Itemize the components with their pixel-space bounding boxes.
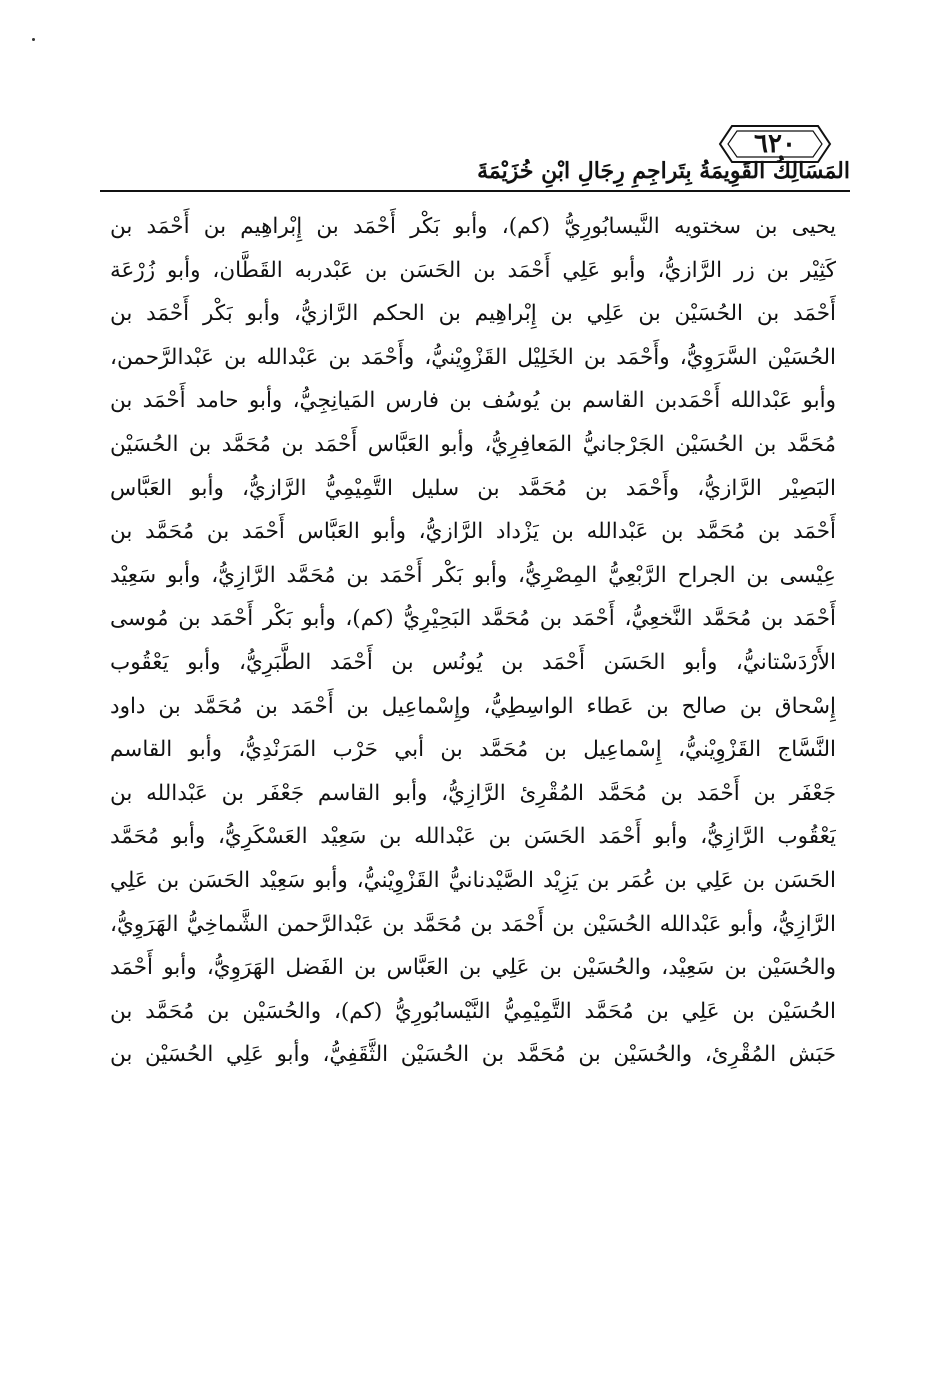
page-number: ٦٢٠ xyxy=(754,129,796,159)
main-text xyxy=(110,205,836,1285)
text-line: وأبو عَبْدالله أَحْمَدبن القاسم بن يُوسُف بن فارس المَيانِجِيُّ، وأبو حامد أَحْمَد بن xyxy=(110,388,836,414)
text-line: الرَّازِيُّ، وأبو عَبْدالله الحُسَيْن بن أَحْمَد بن مُحَمَّد بن عَبْدالرَّحمن الشَّماخِيُّ الهَرَوِيُّ، xyxy=(110,911,836,937)
text-line: عِيْسى بن الجراح الرَّبْعِيُّ المِصْرِيُّ، وأبو بَكْر أَحْمَد بن مُحَمَّد الرَّازِيُّ، وأبو سَعِيْد xyxy=(110,562,836,588)
text-line: الحَسَن بن عَلِي بن عُمَر بن يَزِيْد الصَّيْدنانيُّ القَزْوِيْنيُّ، وأبو سَعِيْد الحَسَن بن عَلِي xyxy=(110,867,836,893)
text-line: مُحَمَّد بن الحُسَيْن الجَرْجانيُّ المَعافِرِيُّ، وأبو العَبَّاس أَحْمَد بن مُحَمَّد بن الحُسَيْن xyxy=(110,431,836,457)
text-line: أَحْمَد بن مُحَمَّد بن عَبْدالله بن يَزْداد الرَّازيُّ، وأبو العَبَّاس أَحْمَد بن مُحَمَّد بن xyxy=(110,519,836,545)
text-line: جَعْفَر بن أَحْمَد بن مُحَمَّد المُقْرِئ الرَّازِيُّ، وأبو القاسم جَعْفَر بن عَبْدالله بن xyxy=(110,780,836,806)
text-line: أَحْمَد بن مُحَمَّد النَّخعِيُّ، أَحْمَد بن مُحَمَّد البَحِيْرِيُّ (كم)، وأبو بَكْر أَحْمَد بن مُوسى xyxy=(110,606,836,632)
scan-speck xyxy=(32,38,35,41)
text-line: النَّسَّاج القَزْوِيْنيُّ، إِسْماعِيل بن مُحَمَّد بن أبي حَرْب المَرَنْدِيُّ، وأبو القاسم xyxy=(110,737,836,763)
text-line: الحُسَيْن بن عَلِي بن مُحَمَّد التَّمِيْمِيُّ النَّيْسابُورِيُّ (كم)، والحُسَيْن بن مُحَمَّد بن xyxy=(110,998,836,1024)
text-line: الحُسَيْن السَّرَوِيُّ، وأَحْمَد بن الخَلِيْل القَزْوِيْنيُّ، وأَحْمَد بن عَبْدالله بن عَبْدالرَّحمن، xyxy=(110,344,836,370)
page-header xyxy=(100,122,850,192)
text-line: أَحْمَد بن الحُسَيْن بن عَلِي بن إِبْراهِيم بن الحكم الرَّازيُّ، وأبو بَكْر أَحْمَد بن xyxy=(110,301,836,327)
header-rule xyxy=(100,190,850,192)
running-title: المَسَالِكُ القَوِيمَةُ بِتَراجِمِ رِجَالِ ابْنِ خُزَيْمَةَ xyxy=(477,158,850,184)
text-line: يَعْقُوب الرَّازِيُّ، وأبو أَحْمَد الحَسَن بن عَبْدالله بن سَعِيْد العَسْكَرِيُّ، وأبو مُحَمَّد xyxy=(110,824,836,850)
text-line: البَصِيْر الرَّازيُّ، وأَحْمَد بن مُحَمَّد بن سليل التَّمِيْمِيُّ الرَّازيُّ، وأبو العَبَّاس xyxy=(110,475,836,501)
text-line: حَبَش المُقْرِئ، والحُسَيْن بن مُحَمَّد بن الحُسَيْن الثَّقَفِيُّ، وأبو عَلِي الحُسَيْن بن xyxy=(110,1042,836,1068)
text-line: كَثِيْر بن زر الرَّازيُّ، وأبو عَلِي أَحْمَد بن الحَسَن بن عَبْدربه القَطَّان، وأبو زُرْعَة xyxy=(110,257,836,283)
text-line: الأَرْدَسْتانيُّ، وأبو الحَسَن أَحْمَد بن يُونُس بن أَحْمَد الطَّبَرِيُّ، وأبو يَعْقُوب xyxy=(110,649,836,675)
text-line: والحُسَيْن بن سَعِيْد، والحُسَيْن بن عَلِي بن العَبَّاس بن الفَضل الهَرَوِيُّ، وأبو أَحْمَد xyxy=(110,955,836,981)
text-line: يحيى بن سختويه النَّيسابُورِيُّ (كم)، وأبو بَكْر أَحْمَد بن إِبْراهِيم بن أَحْمَد بن xyxy=(110,214,836,239)
text-line: إِسْحاق بن صالح بن عَطاء الواسِطِيُّ، وإِسْماعِيل بن أَحْمَد بن مُحَمَّد بن داود xyxy=(110,693,836,719)
